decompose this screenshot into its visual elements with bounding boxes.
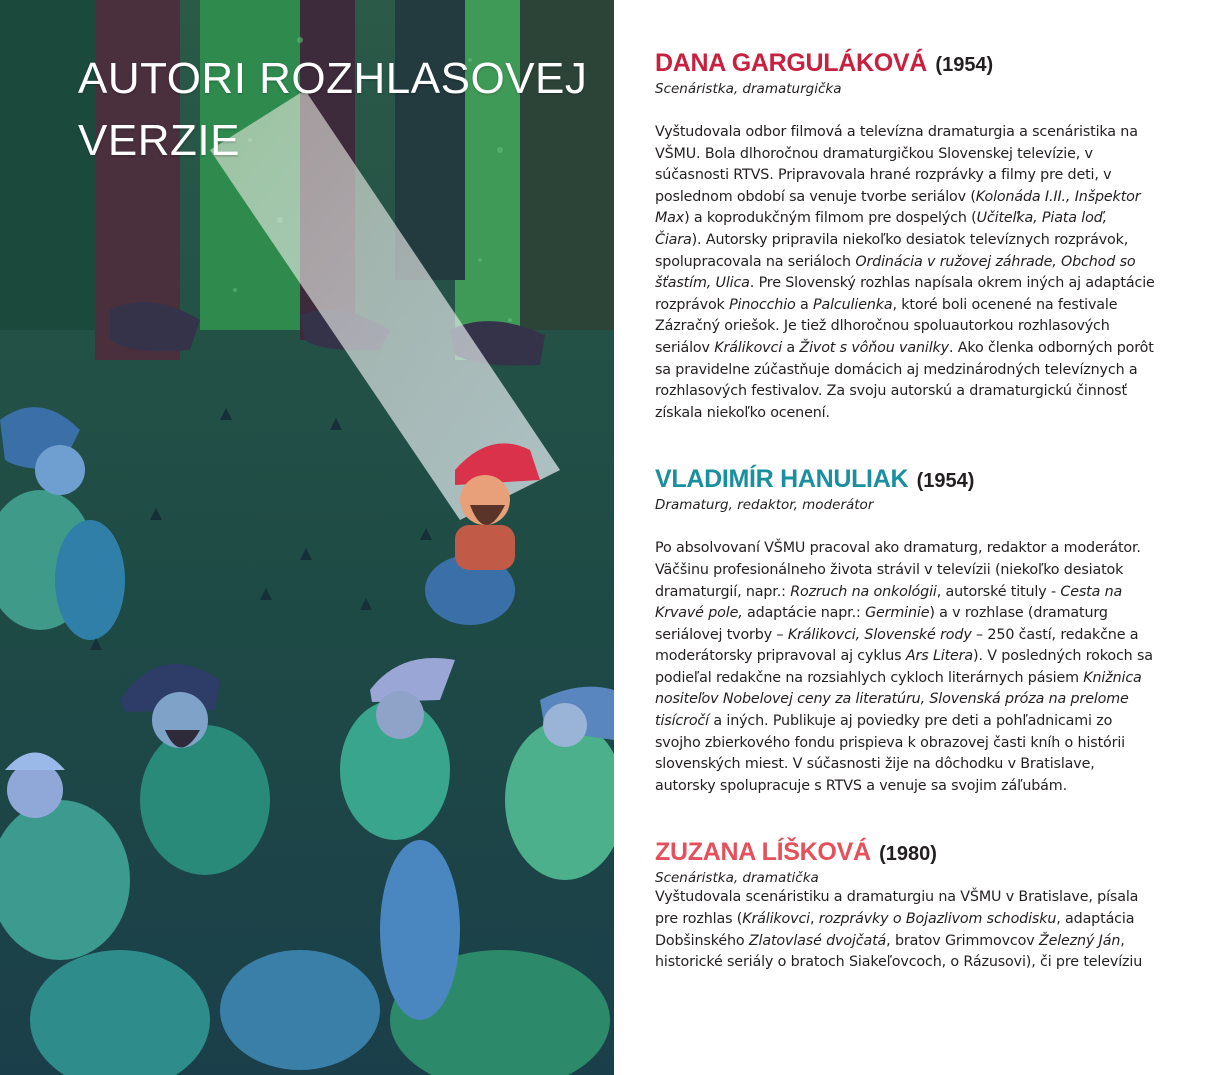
bio-italic-title: Palculienka [813, 296, 893, 313]
author-entry-vladimir [655, 464, 1155, 797]
author-role: Scenáristka, dramaturgička [655, 81, 842, 97]
author-years: (1980) [879, 843, 937, 866]
bio-text: , autorské tituly - [936, 583, 1061, 600]
bio-text: a [782, 339, 800, 356]
bio-text: Vyštudovala scenáristiku a dramaturgiu na VŠMU v Bratislave, písala pre rozhlas ( [655, 889, 1139, 928]
bio-italic-title: Králikovci, Slovenské rody [787, 626, 972, 643]
page-title-line-2: VERZIE [78, 116, 240, 165]
author-heading [655, 48, 1155, 80]
bio-italic-title: Králikovci [714, 339, 783, 356]
bio-text: , [810, 911, 819, 928]
bio-italic-title: Králikovci [742, 911, 810, 928]
author-role: Scenáristka, dramatička [655, 870, 819, 887]
bio-italic-title: Zlatovlasé dvojčatá [748, 932, 887, 949]
bio-italic-title: Cesta na Krvavé pole, [655, 583, 1123, 622]
page-title [78, 48, 587, 172]
bio-italic-title: rozprávky o Bojazlivom schodisku [818, 911, 1057, 928]
bio-italic-title: Knižnica nositeľov Nobelovej ceny za literatúru, Slovenská próza na prelome tisícročí [655, 669, 1142, 730]
author-heading [655, 464, 1155, 496]
bio-text: ) a v rozhlase (dramaturg seriálovej tvorby – [655, 605, 1108, 643]
bio-italic-title: Železný Ján [1038, 932, 1121, 949]
author-role: Dramaturg, redaktor, moderátor [655, 497, 874, 514]
bio-text: , historické seriály o bratoch Siakeľovcoch, o Rázusovi), či pre televíziu [655, 932, 1143, 971]
author-name: ZUZANA LÍŠKOVÁ [655, 838, 871, 867]
bio-text: , ktoré boli ocenené na festivale Zázračný oriešok. Je tiež dlhoročnou spoluautorkou rozhlasových seriálov [655, 296, 1118, 356]
bio-text: a [795, 296, 814, 313]
bio-text: ) a koprodukčným filmom pre dospelých ( [684, 210, 977, 227]
bio-italic-title: Ars Litera [905, 648, 974, 665]
page-title-line-1: AUTORI ROZHLASOVEJ [78, 54, 588, 103]
author-name: VLADIMÍR HANULIAK [655, 465, 909, 494]
author-entry-dana [655, 48, 1155, 424]
bio-text: , adaptácia Dobšinského [655, 911, 1135, 949]
author-years: (1954) [935, 54, 994, 76]
bio-text: ). V posledných rokoch sa podieľal redakčne na rozsiahlych cykloch literárnych pásiem [655, 648, 1153, 686]
bio-text: . Pre Slovenský rozhlas napísala okrem iných aj adaptácie rozprávok [655, 275, 1155, 313]
bio-italic-title: Pinocchio [729, 296, 796, 313]
bio-italic-title: Život s vôňou vanilky [799, 339, 949, 356]
author-name: DANA GARGULÁKOVÁ [655, 49, 928, 77]
bio-text: Po absolvovaní VŠMU pracoval ako dramaturg, redaktor a moderátor. Väčšinu profesionálneho života strávil v televízii (niekoľko desiatok dramaturgií, napr.: [655, 540, 1141, 600]
author-bio [655, 538, 1155, 797]
author-heading [655, 837, 1155, 869]
author-entry-zuzana [655, 837, 1155, 973]
bio-text: . Ako členka odborných porôt sa pravidelne zúčastňuje domácich aj medzinárodných televíznych a rozhlasových festivalov. Za svoju autorskú a dramaturgickú činnosť získala niekoľko ocenení. [655, 339, 1154, 421]
bio-italic-title: Rozruch na onkológii [790, 583, 937, 600]
bio-text: a iných. Publikuje aj poviedky pre deti a pohľadnicami zo svojho zbierkového fondu prispieva k obrazovej časti kníh o histórii slovenských miest. V súčasnosti žije na dôchodku v Bratislave, autorsky spolupracuje s RTVS a venuje sa svojim záľubám. [655, 713, 1126, 794]
author-bio [655, 887, 1155, 973]
bio-italic-title: Germinie [865, 605, 930, 622]
bio-text: Vyštudovala odbor filmová a televízna dramaturgia a scenáristika na VŠMU. Bola dlhoročnou dramaturgičkou Slovenskej televízie, v súčasnosti RTVS. Pripravovala hrané rozprávky a filmy pre deti, v poslednom období sa venuje tvorbe seriálov ( [655, 124, 1138, 205]
authors-column [655, 48, 1155, 974]
bio-text: , bratov Grimmovcov [886, 932, 1039, 949]
bio-italic-title: Kolonáda I.II., Inšpektor Max [655, 188, 1141, 227]
bio-text: ). Autorsky pripravila niekoľko desiatok televíznych rozprávok, spolupracovala na seriáloch [655, 231, 1129, 270]
bio-text: adaptácie napr.: [742, 605, 866, 622]
bio-text: – 250 častí, redakčne a moderátorsky pripravoval aj cyklus [655, 626, 1139, 665]
bio-italic-title: Ordinácia v ružovej záhrade, Obchod so šťastím, Ulica [655, 253, 1136, 292]
author-bio [655, 122, 1155, 424]
bio-italic-title: Učiteľka, Piata loď, Čiara [655, 210, 1107, 248]
author-years: (1954) [916, 470, 975, 493]
